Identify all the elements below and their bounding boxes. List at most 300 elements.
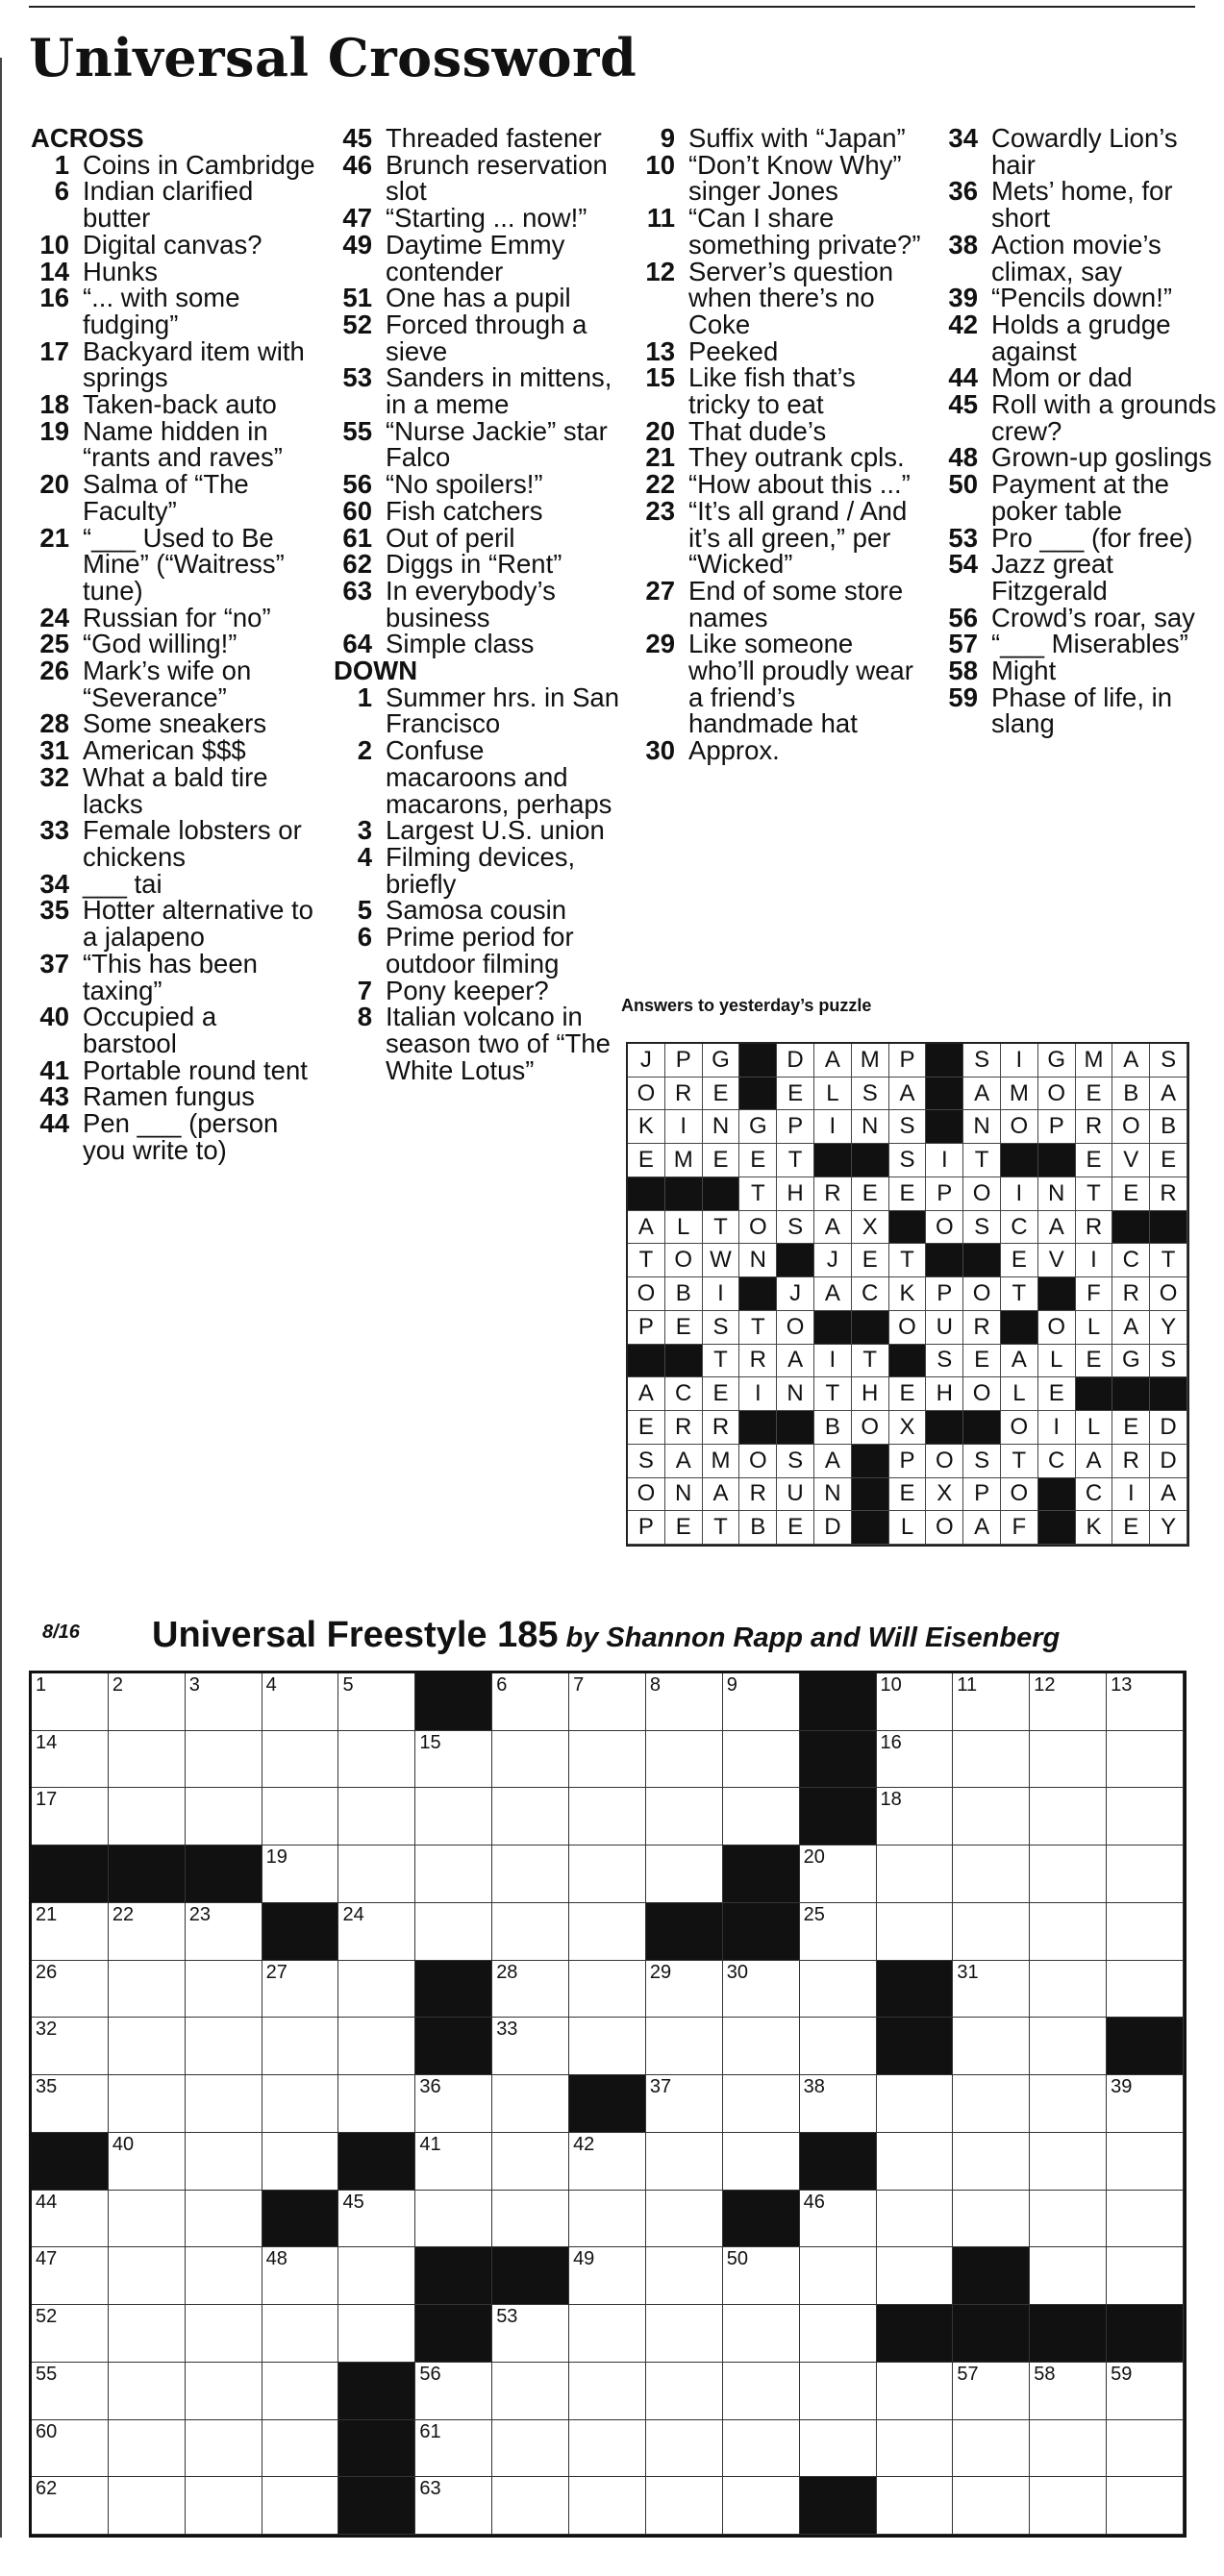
clue-item: [29, 522, 317, 606]
answer-black-cell: [777, 1244, 814, 1277]
answer-letter-cell: N: [739, 1244, 777, 1277]
grid-cell[interactable]: [492, 1788, 569, 1845]
grid-cell[interactable]: [186, 2477, 262, 2535]
grid-cell[interactable]: [262, 2018, 339, 2075]
grid-cell[interactable]: [723, 2363, 800, 2420]
grid-cell[interactable]: [338, 2018, 415, 2075]
grid-cell[interactable]: [646, 2247, 723, 2305]
grid-cell[interactable]: [1030, 1845, 1107, 1903]
grid-cell[interactable]: [186, 2305, 262, 2363]
grid-cell[interactable]: [569, 2018, 646, 2075]
cell-number: 62: [36, 2478, 58, 2500]
grid-cell[interactable]: [723, 2247, 800, 2305]
grid-cell[interactable]: [338, 2075, 415, 2133]
grid-cell[interactable]: [800, 2363, 877, 2420]
answer-letter-cell: O: [963, 1277, 1001, 1311]
answer-letter-cell: C: [1112, 1244, 1150, 1277]
answer-letter-cell: D: [777, 1044, 814, 1077]
grid-cell[interactable]: [492, 2477, 569, 2535]
grid-cell[interactable]: [415, 2075, 492, 2133]
grid-cell[interactable]: [569, 2191, 646, 2248]
grid-cell[interactable]: [109, 1673, 186, 1731]
cell-number: 2: [112, 1674, 123, 1696]
grid-cell[interactable]: [569, 2247, 646, 2305]
grid-cell[interactable]: [262, 1845, 339, 1903]
grid-cell[interactable]: [338, 2305, 415, 2363]
grid-cell[interactable]: [32, 1731, 109, 1789]
grid-black-cell: [800, 1673, 877, 1731]
grid-cell[interactable]: [492, 2305, 569, 2363]
grid-cell[interactable]: [186, 2191, 262, 2248]
grid-cell[interactable]: [723, 2477, 800, 2535]
grid-cell[interactable]: [877, 2133, 954, 2191]
answer-letter-cell: M: [665, 1144, 703, 1177]
grid-cell[interactable]: [186, 1731, 262, 1789]
cell-number: 57: [957, 2363, 979, 2385]
cell-number: 31: [957, 1961, 979, 1983]
grid-cell[interactable]: [569, 2133, 646, 2191]
grid-cell[interactable]: [723, 1673, 800, 1731]
grid-black-cell: [1107, 2305, 1184, 2363]
clue-text: In everybody’s business: [386, 575, 556, 632]
grid-cell[interactable]: [646, 1788, 723, 1845]
answer-letter-cell: A: [628, 1377, 665, 1411]
grid-cell[interactable]: [32, 2477, 109, 2535]
answer-letter-cell: E: [889, 1377, 927, 1411]
grid-cell[interactable]: [415, 2191, 492, 2248]
grid-cell[interactable]: [569, 1845, 646, 1903]
grid-cell[interactable]: [492, 1903, 569, 1961]
answer-letter-cell: E: [1112, 1177, 1150, 1211]
grid-cell[interactable]: [1030, 2191, 1107, 2248]
grid-black-cell: [262, 2191, 339, 2248]
grid-cell[interactable]: [646, 1673, 723, 1731]
clue-number: 16: [39, 283, 69, 313]
grid-cell[interactable]: [1107, 2075, 1184, 2133]
grid-cell[interactable]: [723, 2075, 800, 2133]
grid-cell[interactable]: [32, 2420, 109, 2478]
answer-letter-cell: X: [889, 1411, 927, 1445]
grid-cell[interactable]: [1030, 2363, 1107, 2420]
cell-number: 33: [496, 2019, 518, 2041]
grid-cell[interactable]: [186, 2363, 262, 2420]
grid-cell[interactable]: [32, 1961, 109, 2019]
answer-black-cell: [1112, 1211, 1150, 1245]
clue-number: 49: [342, 229, 372, 260]
grid-cell[interactable]: [186, 1903, 262, 1961]
grid-cell[interactable]: [186, 2420, 262, 2478]
grid-cell[interactable]: [338, 1961, 415, 2019]
clue-text: Name hidden in “rants and raves”: [83, 415, 283, 473]
grid-cell[interactable]: [32, 2305, 109, 2363]
clue-item: [29, 710, 317, 737]
grid-cell[interactable]: [877, 1673, 954, 1731]
clue-text: Out of peril: [386, 522, 515, 553]
grid-cell[interactable]: [109, 1903, 186, 1961]
clue-number: 59: [948, 681, 978, 712]
grid-cell[interactable]: [1107, 2477, 1184, 2535]
grid-cell[interactable]: [723, 2305, 800, 2363]
grid-cell[interactable]: [186, 2133, 262, 2191]
answer-letter-cell: E: [1112, 1411, 1150, 1445]
answer-letter-cell: R: [739, 1345, 777, 1378]
grid-cell[interactable]: [492, 1961, 569, 2019]
answer-letter-cell: O: [777, 1311, 814, 1345]
grid-cell[interactable]: [492, 2363, 569, 2420]
clue-item: [635, 256, 923, 339]
answer-letter-cell: B: [814, 1411, 852, 1445]
grid-cell[interactable]: [723, 1961, 800, 2019]
answer-letter-cell: E: [665, 1511, 703, 1545]
answer-letter-cell: R: [739, 1478, 777, 1512]
grid-cell[interactable]: [569, 2420, 646, 2478]
clue-item: [29, 256, 317, 286]
grid-cell[interactable]: [492, 2018, 569, 2075]
grid-cell[interactable]: [953, 1903, 1030, 1961]
grid-cell[interactable]: [953, 1731, 1030, 1789]
grid-cell[interactable]: [953, 2191, 1030, 2248]
grid-cell[interactable]: [723, 2420, 800, 2478]
grid-cell[interactable]: [109, 2075, 186, 2133]
answer-letter-cell: E: [703, 1077, 740, 1111]
grid-cell[interactable]: [492, 2191, 569, 2248]
grid-cell[interactable]: [646, 2191, 723, 2248]
grid-cell[interactable]: [186, 2247, 262, 2305]
grid-cell[interactable]: [1030, 1961, 1107, 2019]
grid-cell[interactable]: [415, 1845, 492, 1903]
clue-number: 47: [342, 203, 372, 234]
grid-cell[interactable]: [877, 2420, 954, 2478]
grid-cell[interactable]: [569, 1731, 646, 1789]
grid-cell[interactable]: [953, 2420, 1030, 2478]
grid-cell[interactable]: [877, 1788, 954, 1845]
grid-cell[interactable]: [109, 1788, 186, 1845]
grid-cell[interactable]: [877, 1731, 954, 1789]
grid-cell[interactable]: [646, 2305, 723, 2363]
grid-cell[interactable]: [186, 1961, 262, 2019]
answer-letter-cell: B: [1150, 1110, 1187, 1144]
grid-cell[interactable]: [1107, 2363, 1184, 2420]
grid-cell[interactable]: [109, 1961, 186, 2019]
grid-black-cell: [953, 2305, 1030, 2363]
grid-cell[interactable]: [415, 2363, 492, 2420]
grid-cell[interactable]: [186, 2018, 262, 2075]
cell-number: 49: [573, 2248, 595, 2270]
clue-text: End of some store names: [688, 575, 904, 632]
grid-cell[interactable]: [1030, 1903, 1107, 1961]
grid-cell[interactable]: [1030, 1788, 1107, 1845]
answer-letter-cell: T: [1150, 1244, 1187, 1277]
grid-cell[interactable]: [109, 2247, 186, 2305]
grid-cell[interactable]: [1030, 1731, 1107, 1789]
clue-column-2: [332, 125, 620, 1083]
answer-letter-cell: T: [739, 1177, 777, 1211]
grid-cell[interactable]: [723, 2133, 800, 2191]
clue-text: Like fish that’s tricky to eat: [688, 362, 856, 420]
grid-cell[interactable]: [492, 2075, 569, 2133]
grid-cell[interactable]: [109, 2420, 186, 2478]
answer-letter-cell: T: [814, 1377, 852, 1411]
grid-cell[interactable]: [32, 1673, 109, 1731]
grid-cell[interactable]: [1107, 1731, 1184, 1789]
grid-cell[interactable]: [492, 1673, 569, 1731]
grid-cell[interactable]: [109, 2191, 186, 2248]
answer-letter-cell: A: [703, 1478, 740, 1512]
grid-cell[interactable]: [415, 2420, 492, 2478]
answer-letter-cell: A: [889, 1077, 927, 1111]
grid-cell[interactable]: [877, 2477, 954, 2535]
grid-cell[interactable]: [262, 2363, 339, 2420]
grid-cell[interactable]: [1107, 1845, 1184, 1903]
answer-letter-cell: O: [1038, 1077, 1076, 1111]
cell-number: 27: [265, 1961, 287, 1983]
grid-cell[interactable]: [1030, 2018, 1107, 2075]
grid-cell[interactable]: [953, 2133, 1030, 2191]
grid-cell[interactable]: [262, 2247, 339, 2305]
grid-cell[interactable]: [338, 2247, 415, 2305]
grid-cell[interactable]: [1030, 1673, 1107, 1731]
grid-cell[interactable]: [569, 2477, 646, 2535]
grid-cell[interactable]: [415, 1731, 492, 1789]
grid-cell[interactable]: [492, 1845, 569, 1903]
grid-cell[interactable]: [800, 2191, 877, 2248]
clue-number: 22: [645, 469, 675, 500]
grid-cell[interactable]: [32, 2363, 109, 2420]
grid-cell[interactable]: [262, 2305, 339, 2363]
grid-cell[interactable]: [32, 1788, 109, 1845]
grid-black-cell: [415, 2247, 492, 2305]
grid-cell[interactable]: [32, 2018, 109, 2075]
grid-cell[interactable]: [953, 2018, 1030, 2075]
answer-letter-cell: X: [852, 1211, 889, 1245]
grid-cell[interactable]: [569, 1673, 646, 1731]
grid-cell[interactable]: [415, 2133, 492, 2191]
grid-cell[interactable]: [32, 2075, 109, 2133]
clue-text: Portable round tent: [83, 1054, 308, 1085]
page-border-line: [0, 58, 2, 2538]
grid-cell[interactable]: [32, 1903, 109, 1961]
grid-cell[interactable]: [262, 2075, 339, 2133]
answer-letter-cell: H: [777, 1177, 814, 1211]
cell-number: 47: [36, 2248, 58, 2270]
clue-number: 36: [948, 176, 978, 207]
grid-cell[interactable]: [1107, 1961, 1184, 2019]
clue-number: 56: [948, 602, 978, 632]
grid-cell[interactable]: [569, 1961, 646, 2019]
clue-text: “How about this ...”: [688, 469, 911, 500]
clue-number: 45: [342, 123, 372, 153]
grid-cell[interactable]: [492, 2133, 569, 2191]
cell-number: 53: [496, 2306, 518, 2328]
grid-cell[interactable]: [646, 2133, 723, 2191]
grid-cell[interactable]: [262, 1961, 339, 2019]
grid-cell[interactable]: [338, 1903, 415, 1961]
grid-cell[interactable]: [338, 1788, 415, 1845]
answer-letter-cell: O: [1150, 1277, 1187, 1311]
clue-item: [937, 681, 1224, 739]
answer-letter-cell: N: [703, 1110, 740, 1144]
grid-cell[interactable]: [186, 1788, 262, 1845]
grid-cell[interactable]: [338, 1673, 415, 1731]
grid-cell[interactable]: [646, 1961, 723, 2019]
answer-letter-cell: E: [889, 1177, 927, 1211]
grid-cell[interactable]: [262, 1673, 339, 1731]
grid-cell[interactable]: [569, 1903, 646, 1961]
answer-letter-cell: E: [777, 1077, 814, 1111]
grid-black-cell: [262, 1903, 339, 1961]
grid-cell[interactable]: [32, 2191, 109, 2248]
grid-cell[interactable]: [1030, 2247, 1107, 2305]
answer-letter-cell: T: [703, 1345, 740, 1378]
grid-cell[interactable]: [262, 2420, 339, 2478]
answer-letter-cell: L: [1076, 1311, 1113, 1345]
answer-letter-cell: S: [963, 1211, 1001, 1245]
answer-letter-cell: S: [703, 1311, 740, 1345]
answer-letter-cell: E: [1076, 1077, 1113, 1111]
grid-cell[interactable]: [492, 1731, 569, 1789]
grid-cell[interactable]: [1107, 1673, 1184, 1731]
grid-cell[interactable]: [800, 1845, 877, 1903]
grid-cell[interactable]: [569, 2363, 646, 2420]
grid-cell[interactable]: [1030, 2420, 1107, 2478]
grid-cell[interactable]: [1107, 2420, 1184, 2478]
grid-cell[interactable]: [109, 1731, 186, 1789]
answer-letter-cell: C: [1001, 1211, 1038, 1245]
grid-cell[interactable]: [800, 1903, 877, 1961]
grid-cell[interactable]: [186, 2075, 262, 2133]
answer-letter-cell: T: [1076, 1177, 1113, 1211]
grid-cell[interactable]: [1107, 2191, 1184, 2248]
grid-cell[interactable]: [877, 2363, 954, 2420]
answer-black-cell: [1001, 1144, 1038, 1177]
grid-cell[interactable]: [646, 2363, 723, 2420]
answer-letter-cell: R: [1076, 1211, 1113, 1245]
grid-cell[interactable]: [109, 2133, 186, 2191]
answer-letter-cell: P: [889, 1445, 927, 1478]
grid-cell[interactable]: [646, 2075, 723, 2133]
grid-cell[interactable]: [800, 2305, 877, 2363]
answer-letter-cell: R: [665, 1411, 703, 1445]
grid-black-cell: [338, 2420, 415, 2478]
grid-cell[interactable]: [262, 2133, 339, 2191]
grid-cell[interactable]: [1107, 2133, 1184, 2191]
grid-cell[interactable]: [109, 2477, 186, 2535]
grid-cell[interactable]: [109, 2018, 186, 2075]
grid-cell[interactable]: [800, 2075, 877, 2133]
grid-cell[interactable]: [800, 1961, 877, 2019]
grid-cell[interactable]: [569, 2305, 646, 2363]
answer-letter-cell: O: [628, 1277, 665, 1311]
grid-cell[interactable]: [646, 2018, 723, 2075]
grid-cell[interactable]: [1107, 2247, 1184, 2305]
grid-cell[interactable]: [953, 2075, 1030, 2133]
clue-item: [29, 631, 317, 657]
grid-cell[interactable]: [338, 1845, 415, 1903]
grid-cell[interactable]: [646, 1845, 723, 1903]
clue-number: 56: [342, 469, 372, 500]
clue-number: 23: [645, 495, 675, 526]
clue-text: Hunks: [83, 256, 158, 286]
grid-cell[interactable]: [953, 2363, 1030, 2420]
grid-cell[interactable]: [723, 2018, 800, 2075]
grid-cell[interactable]: [953, 1845, 1030, 1903]
grid-cell[interactable]: [646, 2420, 723, 2478]
grid-cell[interactable]: [877, 2075, 954, 2133]
grid-cell[interactable]: [953, 1788, 1030, 1845]
grid-cell[interactable]: [262, 1731, 339, 1789]
grid-cell[interactable]: [1107, 1788, 1184, 1845]
grid-cell[interactable]: [953, 2477, 1030, 2535]
cell-number: 26: [36, 1961, 58, 1983]
clue-number: 43: [39, 1081, 69, 1112]
grid-cell[interactable]: [492, 2420, 569, 2478]
clue-text: Daytime Emmy contender: [386, 229, 565, 286]
grid-cell[interactable]: [32, 2247, 109, 2305]
grid-cell[interactable]: [646, 1731, 723, 1789]
grid-cell[interactable]: [877, 2191, 954, 2248]
cell-number: 3: [188, 1674, 200, 1696]
grid-cell[interactable]: [415, 1903, 492, 1961]
grid-cell[interactable]: [109, 2305, 186, 2363]
grid-cell[interactable]: [186, 1673, 262, 1731]
cell-number: 44: [36, 2191, 58, 2213]
grid-cell[interactable]: [262, 1788, 339, 1845]
grid-cell[interactable]: [415, 2477, 492, 2535]
answer-letter-cell: R: [1112, 1445, 1150, 1478]
grid-cell[interactable]: [415, 1788, 492, 1845]
grid-cell[interactable]: [1030, 2133, 1107, 2191]
answer-letter-cell: J: [814, 1244, 852, 1277]
grid-cell[interactable]: [953, 1961, 1030, 2019]
grid-cell[interactable]: [723, 1788, 800, 1845]
grid-black-cell: [338, 2363, 415, 2420]
grid-cell[interactable]: [1107, 1903, 1184, 1961]
grid-cell[interactable]: [109, 2363, 186, 2420]
clue-column-3: [635, 125, 923, 764]
clue-text: Threaded fastener: [386, 123, 602, 153]
clue-text: “It’s all grand / And it’s all green,” per “Wicked”: [688, 495, 908, 580]
grid-cell[interactable]: [800, 2018, 877, 2075]
grid-cell[interactable]: [262, 2477, 339, 2535]
answer-black-cell: [665, 1345, 703, 1378]
grid-cell[interactable]: [953, 1673, 1030, 1731]
grid-cell[interactable]: [800, 2420, 877, 2478]
cell-number: 30: [726, 1961, 749, 1983]
grid-cell[interactable]: [877, 2247, 954, 2305]
answer-letter-cell: S: [889, 1110, 927, 1144]
grid-cell[interactable]: [723, 1731, 800, 1789]
grid-cell[interactable]: [877, 1903, 954, 1961]
grid-cell[interactable]: [1030, 2075, 1107, 2133]
grid-cell[interactable]: [1030, 2477, 1107, 2535]
grid-cell[interactable]: [800, 2247, 877, 2305]
grid-cell[interactable]: [877, 1845, 954, 1903]
cell-number: 54: [880, 2306, 902, 2328]
answer-letter-cell: R: [1112, 1277, 1150, 1311]
answer-letter-cell: O: [739, 1445, 777, 1478]
answer-black-cell: [852, 1445, 889, 1478]
answer-letter-cell: S: [1150, 1345, 1187, 1378]
grid-cell[interactable]: [338, 1731, 415, 1789]
grid-cell[interactable]: [569, 1788, 646, 1845]
answer-letter-cell: H: [852, 1377, 889, 1411]
grid-cell[interactable]: [646, 2477, 723, 2535]
answer-letter-cell: D: [814, 1511, 852, 1545]
grid-cell[interactable]: [338, 2191, 415, 2248]
cell-number: 50: [726, 2248, 749, 2270]
clue-text: Summer hrs. in San Francisco: [386, 681, 620, 739]
clue-text: “Pencils down!”: [991, 283, 1172, 313]
